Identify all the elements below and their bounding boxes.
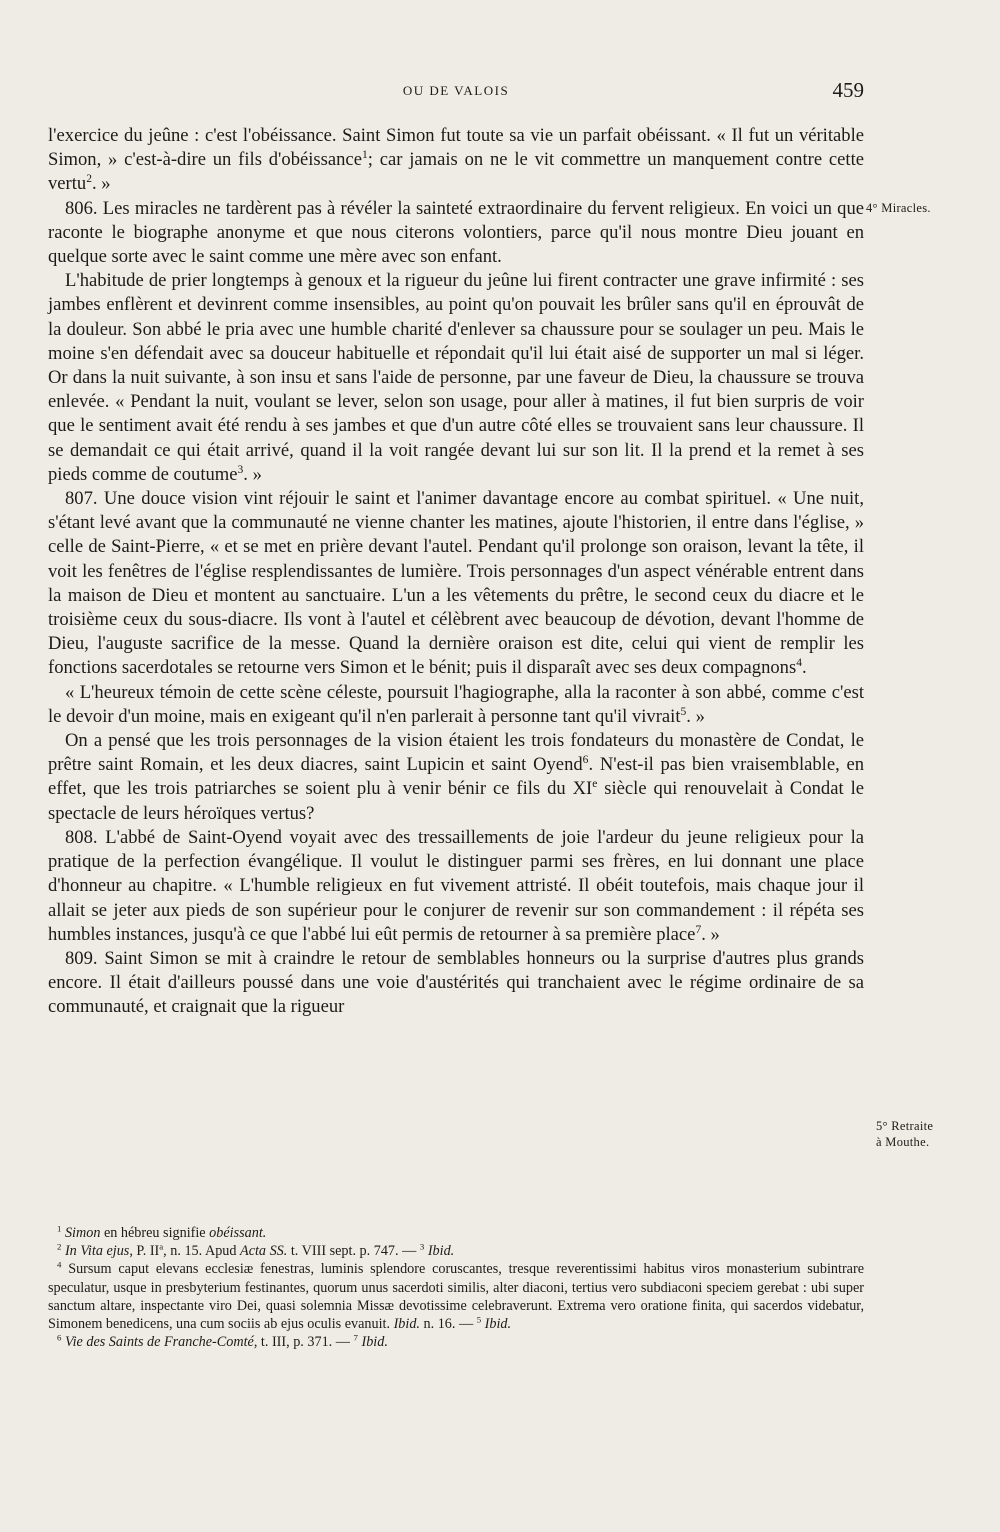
paragraph-witness: « L'heureux témoin de cette scène céleste, poursuit l'hagiographe, alla la raconter à son abbé, comme c'est le devoir d'un moine, mais en exigeant qu'il n'en parlerait à personne tant qu'il vivrait$^5$. »: [48, 681, 864, 727]
footnotes: [48, 1224, 864, 1351]
paragraph-miracle-story: L'habitude de prier longtemps à genoux et la rigueur du jeûne lui firent contracter une grave infirmité : ses jambes enflèrent et devinrent comme insensibles, au point qu'on pouvait les brûler sans qu'il en éprouvât de la douleur. Son abbé le pria avec une humble charité d'enlever sa chaussure pour se soulager un peu. Mais le moine s'en défendait avec sa douceur habituelle et répondait qu'il lui était aisé de supporter un mal si léger. Or dans la nuit suivante, à son insu et sans l'aide de personne, par une faveur de Dieu, la chaussure se trouva enlevée. « Pendant la nuit, voulant se lever, selon son usage, pour aller à matines, il fut bien surpris de voir que le sentiment avait été rendu à ses jambes et que d'un autre côté elles se trouvaient sans leur chaussure. Il se demandait ce qui était arrivé, quand il la voit rangée devant lui sur son lit. Il la prend et la remet à ses pieds comme de coutume$^3$. »: [48, 270, 864, 485]
running-head: [48, 78, 864, 102]
footnote-ref-2: 2: [86, 173, 92, 186]
footnote-ref-4: 4: [796, 657, 802, 670]
paragraph-807: 807. Une douce vision vint réjouir le saint et l'animer davantage encore au combat spirituel. « Une nuit, s'étant levé avant que la communauté ne vienne chanter les matines, ajoute l'historien, il entre dans l'église, » celle de Saint-Pierre, « et se met en prière devant l'autel. Pendant qu'il prolonge son oraison, levant la tête, il voit les fenêtres de l'église resplendissantes de lumière. Trois personnages d'un aspect vénérable entrent dans la maison de Dieu et montent au sanctuaire. L'un a les vêtements du prêtre, le second ceux du diacre et le troisième ceux du sous-diacre. Ils vont à l'autel et célèbrent avec beaucoup de dévotion, devant l'homme de Dieu, l'auguste sacrifice de la messe. Quand la dernière oraison est dite, celui qui vient de remplir les fonctions sacerdotales se retourne vers Simon et le bénit; puis il disparaît avec ses deux compagnons$^4$.: [48, 488, 864, 679]
footnote-ref-6: 6: [582, 754, 589, 767]
paragraph-808: 808. L'abbé de Saint-Oyend voyait avec des tressaillements de joie l'ardeur du jeune religieux pour la pratique de la perfection évangélique. Il voulut le distinguer parmi ses frères, en lui donnant une place d'honneur au chapitre. « L'humble religieux en fut vivement attristé. Il obéit toutefois, mais chaque jour il allait se jeter aux pieds de son supérieur pour le conjurer de revenir sur son commandement : il répéta ses humbles instances, jusqu'à ce que l'abbé lui eût permis de retourner à sa première place$^7$. »: [48, 826, 864, 945]
footnote-6-7: $^6$ Vie des Saints de Franche-Comté, t. III, p. 371. — $^7$ Ibid.: [57, 1332, 388, 1351]
paragraph-founders: On a pensé que les trois personnages de la vision étaient les trois fondateurs du monastère de Condat, le prêtre saint Romain, et les deux diacres, saint Lupicin et saint Oyend$^6$. N'est-il pas bien vraisemblable, en effet, que les trois patriarches se soient plu à venir bénir ce fils du XIe siècle qui renouvelait à Condat le spectacle de leurs héroïques vertus?: [48, 730, 865, 824]
margin-note-miracles: 4° Miracles.: [866, 201, 931, 215]
paragraph-1: l'exercice du jeûne : c'est l'obéissance. Saint Simon fut toute sa vie un parfait obéissant. « Il fut un véritable Simon, » c'est-à-dire un fils d'obéissance$^1$; car jamais on ne le vit commettre un manquement contre cette vertu$^2$. »: [48, 125, 864, 195]
footnote-2-3: $^2$ In Vita ejus, P. $II^a$, n. 15. Apud Acta SS. t. VIII sept. p. 747. — $^3$ Ibid.: [57, 1241, 455, 1260]
footnote-ref-5: 5: [680, 705, 687, 718]
century-superscript: e: [592, 778, 598, 791]
footnote-ref-7: 7: [695, 923, 702, 936]
page-number: 459: [832, 78, 864, 102]
footnote-ref-3: 3: [237, 463, 244, 476]
footnote-1: $^1$ Simon en hébreu signifie obéissant.: [57, 1223, 267, 1241]
footnote-ref-1: 1: [361, 149, 368, 162]
footnote-4-5: $^4$ Sursum caput elevans ecclesiæ fenestras, luminis splendore coruscantes, tresque reverentissimi habitus viros monasterium subintrare speculatur, usque in presbyterium festinantes, quorum unus sacerdoti similis, alter diaconi, tertius vero subdiaconi speciem gerebat : ubi super sanctum altare, inspectante viro Dei, quasi solemnia Missæ devotissime celebraverunt. Extrema vero oratione finita, qui sacerdos videbatur, Simonem benedicens, una cum sociis ab ejus oculis evanuit. Ibid. n. 16. — $^5$ Ibid.: [48, 1259, 865, 1333]
body-text: [48, 124, 864, 1020]
running-title: OU DE VALOIS: [402, 83, 510, 98]
margin-note-retraite-line1: 5° Retraite: [876, 1119, 934, 1133]
margin-note-retraite: [876, 1118, 976, 1150]
margin-note-retraite-line2: à Mouthe.: [876, 1135, 930, 1149]
paragraph-809: 809. Saint Simon se mit à craindre le retour de semblables honneurs ou la surprise d'autres plus grands encore. Il était d'ailleurs poussé dans une voie d'austérités qui tranchaient avec le régime ordinaire de sa communauté, et craignait que la rigueur: [48, 947, 864, 1018]
paragraph-806: 806. Les miracles ne tardèrent pas à révéler la sainteté extraordinaire du fervent religieux. En voici un que raconte le biographe anonyme et que nous citerons volontiers, parce qu'il nous montre Dieu jouant en quelque sorte avec le saint comme une mère avec son enfant.: [48, 197, 864, 268]
